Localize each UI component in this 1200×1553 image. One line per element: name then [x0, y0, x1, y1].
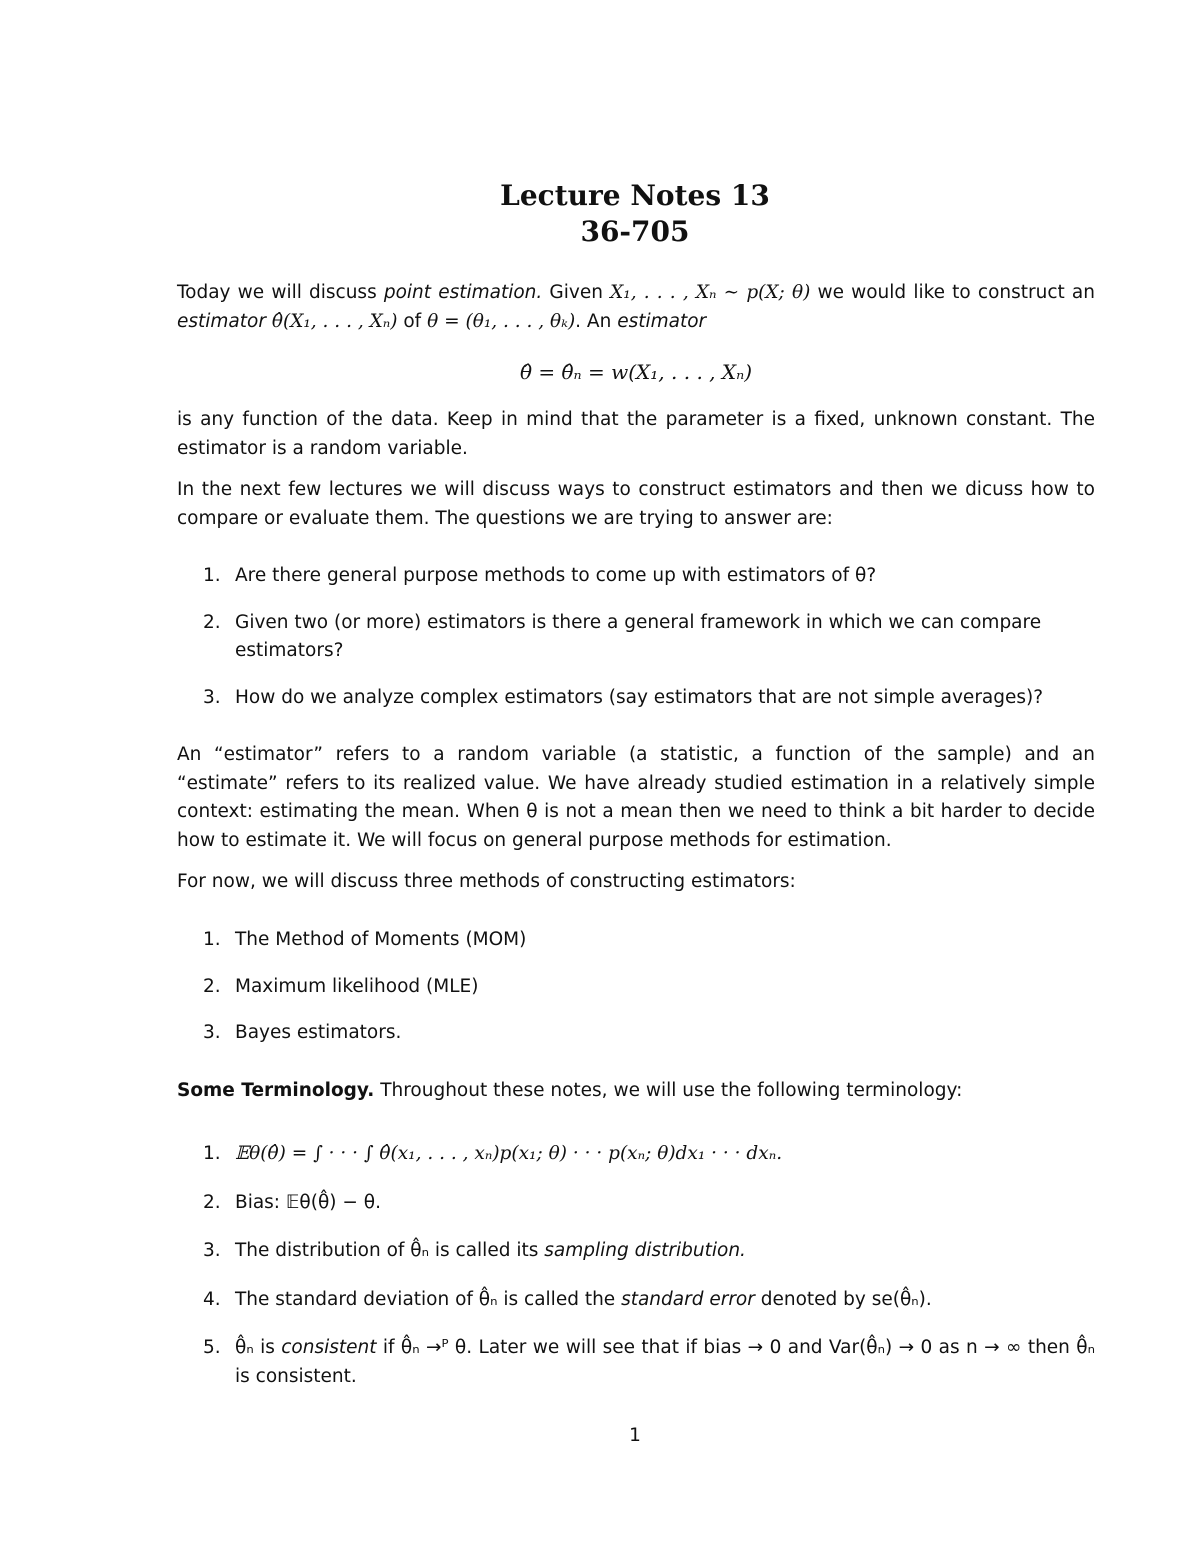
intro-text-4: of: [397, 310, 428, 332]
paragraph-estimator-definition: [177, 741, 1095, 855]
page-number: 1: [629, 1425, 641, 1446]
course-number: 36-705: [580, 215, 690, 248]
para3-text: An “estimator” refers to a random variable (a statistic, a function of the sample) and an “estimate” refers to its realized value. We have already studied estimation in a relatively simple context: estimating the mean. When θ is not a mean then we need to think a bit harder to decide how to estimate it. We will focus on general purpose methods for estimation.: [177, 744, 1095, 851]
intro-math-sample: X₁, . . . , Xₙ ∼ p(X; θ): [610, 282, 811, 303]
terminology-text: Throughout these notes, we will use the following terminology:: [374, 1080, 963, 1101]
list-item: 1. 𝔼θ(θ̂) = ∫ · · · ∫ θ̂(x₁, . . . , xₙ)p(x₁; θ) · · · p(xₙ; θ)dx₁ · · · dxₙ.: [203, 1143, 783, 1164]
methods-list: [177, 926, 1095, 1048]
list-item: 2. Maximum likelihood (MLE): [203, 975, 479, 997]
intro-text-2: Given: [542, 282, 611, 303]
list-item: 3. How do we analyze complex estimators (say estimators that are not simple averages)?: [203, 686, 1044, 708]
intro-paragraph: [177, 279, 1095, 336]
list-item: 5. θ̂ₙ is consistent if θ̂ₙ →ᴾ θ. Later we will see that if bias → 0 and Var(θ̂ₙ) → 0 as n → ∞ then θ̂ₙ is consistent.: [203, 1337, 1095, 1387]
list-item: 1. Are there general purpose methods to come up with estimators of θ?: [203, 565, 877, 586]
title-block: [0, 178, 1200, 250]
terminology-heading: Some Terminology.: [177, 1080, 375, 1101]
list-item: 3. Bayes estimators.: [203, 1022, 402, 1043]
intro-math-theta: θ = (θ₁, . . . , θₖ): [427, 310, 576, 332]
list-item: 2. Given two (or more) estimators is there a general framework in which we can compare estimators?: [203, 611, 1042, 661]
intro-text-5: . An: [575, 310, 618, 332]
list-item: 4. The standard deviation of θ̂ₙ is called the standard error denoted by se(θ̂ₙ).: [203, 1288, 932, 1310]
paragraph-methods-intro: [177, 868, 1095, 897]
terminology-paragraph: [177, 1077, 1095, 1106]
list-item: 3. The distribution of θ̂ₙ is called its sampling distribution.: [203, 1240, 746, 1261]
after-eq-text: is any function of the data. Keep in mind that the parameter is a fixed, unknown constant. The estimator is a random variable.: [177, 409, 1095, 459]
para4-text: For now, we will discuss three methods of constructing estimators:: [177, 871, 796, 892]
intro-emph-estimator: estimator: [177, 310, 266, 332]
paragraph-after-equation: [177, 406, 1095, 463]
intro-emph-point-estimation: point estimation.: [383, 282, 543, 303]
list-item: 2. Bias: 𝔼θ(θ̂) − θ.: [203, 1191, 381, 1213]
intro-emph-estimator-2: estimator: [617, 310, 707, 332]
paragraph-questions-intro: [177, 476, 1095, 533]
lecture-title: Lecture Notes 13: [500, 179, 770, 212]
list-item: 1. The Method of Moments (MOM): [203, 929, 527, 950]
estimator-equation: θ̂ = θ̂ₙ = w(X₁, . . . , Xₙ): [519, 360, 753, 384]
intro-math-estimator: θ̂(X₁, . . . , Xₙ): [271, 310, 398, 332]
terms-list: [177, 1140, 1095, 1391]
intro-text-1: Today we will discuss: [177, 282, 384, 303]
questions-list: [177, 562, 1095, 712]
intro-text-3: we would like to construct an: [810, 282, 1095, 303]
para2-text: In the next few lectures we will discuss ways to construct estimators and then we dicuss how to compare or evaluate them. The questions we are trying to answer are:: [177, 479, 1095, 529]
